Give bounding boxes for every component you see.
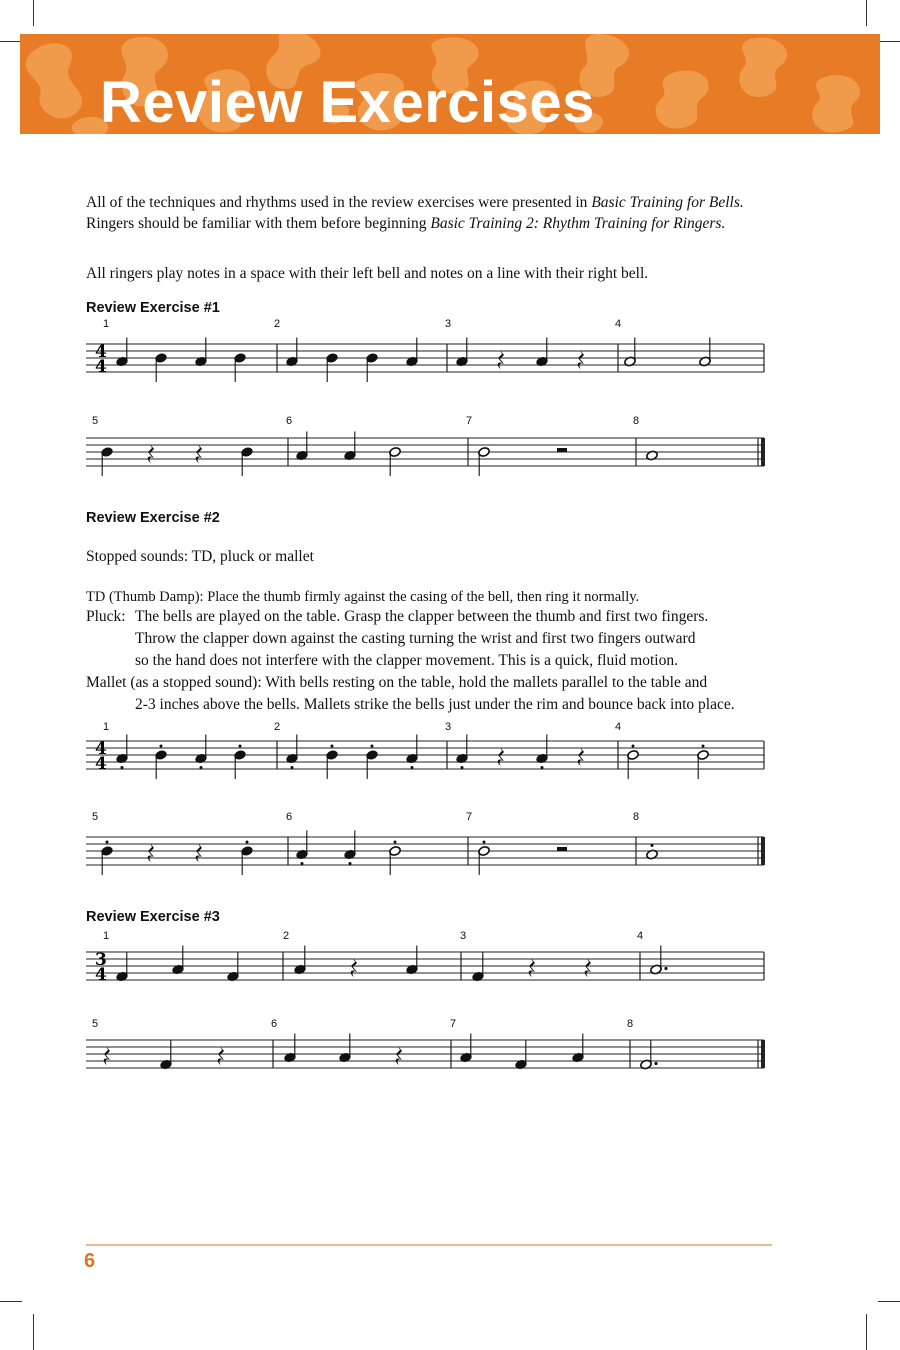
staccato-dot	[121, 766, 124, 769]
measure-number: 5	[92, 1018, 99, 1030]
note-head	[116, 971, 129, 982]
measure-number: 1	[103, 721, 110, 733]
measure-number: 2	[274, 318, 281, 330]
note-head	[241, 846, 254, 857]
time-signature-top: 4	[95, 739, 107, 759]
measure-number: 3	[445, 318, 452, 330]
note-head	[460, 1052, 473, 1063]
note-head	[116, 356, 129, 367]
quarter-rest	[351, 958, 357, 977]
time-signature-bottom: 4	[95, 754, 107, 774]
note-head	[101, 447, 114, 458]
measure-number: 2	[283, 930, 290, 942]
measure-number: 6	[271, 1018, 278, 1030]
intro-text: All of the techniques and rhythms used in the review exercises were presented in	[86, 194, 592, 211]
measure-number: 6	[286, 811, 293, 823]
measure-number: 5	[92, 415, 99, 427]
measure-number: 1	[103, 318, 110, 330]
note-head	[366, 750, 379, 761]
final-barline	[761, 1040, 765, 1068]
staccato-dot	[651, 844, 654, 847]
final-barline	[761, 837, 765, 865]
note-head	[344, 849, 357, 860]
note-head	[241, 447, 254, 458]
pluck-line: The bells are played on the table. Grasp the clapper between the thumb and first two fingers.	[135, 608, 709, 625]
crop-mark	[866, 0, 867, 26]
note-head	[478, 447, 491, 458]
note-head	[339, 1052, 352, 1063]
note-head	[406, 964, 419, 975]
note-head	[627, 750, 640, 761]
mallet-line: 2-3 inches above the bells. Mallets strike the bells just under the rim and bounce back into place.	[135, 696, 735, 713]
exercise-2-heading: Review Exercise #2	[86, 510, 220, 526]
note-head	[572, 1052, 585, 1063]
note-head	[326, 353, 339, 364]
note-head	[472, 971, 485, 982]
note-head	[536, 753, 549, 764]
augmentation-dot	[664, 967, 667, 970]
quarter-rest	[498, 350, 504, 369]
note-head	[155, 750, 168, 761]
note-head	[456, 753, 469, 764]
note-head	[515, 1059, 528, 1070]
note-head	[101, 846, 114, 857]
note-head	[456, 356, 469, 367]
note-head	[646, 450, 659, 461]
note-head	[286, 753, 299, 764]
quarter-rest	[218, 1046, 224, 1065]
note-head	[366, 353, 379, 364]
note-head	[624, 356, 637, 367]
note-head	[344, 450, 357, 461]
note-head	[172, 964, 185, 975]
crop-mark	[33, 0, 34, 26]
pluck-line: Throw the clapper down against the casting turning the wrist and first two fingers outward	[135, 630, 696, 647]
book-title: Basic Training 2: Rhythm Training for Ringers.	[430, 214, 726, 232]
quarter-rest	[104, 1046, 110, 1065]
augmentation-dot	[654, 1062, 657, 1065]
measure-number: 4	[615, 318, 622, 330]
quarter-rest	[529, 958, 535, 977]
ringing-instruction: All ringers play notes in a space with their left bell and notes on a line with their right bell.	[86, 265, 649, 282]
staccato-dot	[200, 766, 203, 769]
staccato-dot	[301, 862, 304, 865]
note-head	[640, 1059, 653, 1070]
time-signature-bottom: 4	[95, 965, 107, 985]
note-head	[697, 750, 710, 761]
measure-number: 7	[450, 1018, 457, 1030]
page-title: Review Exercises	[100, 70, 595, 134]
quarter-rest	[148, 843, 154, 862]
note-head	[478, 846, 491, 857]
half-rest	[557, 847, 567, 851]
final-barline	[761, 438, 765, 466]
note-head	[296, 849, 309, 860]
quarter-rest	[196, 444, 202, 463]
time-signature-bottom: 4	[95, 357, 107, 377]
quarter-rest	[148, 444, 154, 463]
note-head	[234, 353, 247, 364]
staccato-dot	[106, 841, 109, 844]
measure-number: 6	[286, 415, 293, 427]
measure-number: 3	[445, 721, 452, 733]
measure-number: 8	[633, 811, 640, 823]
measure-number: 5	[92, 811, 99, 823]
note-head	[646, 849, 659, 860]
quarter-rest	[585, 958, 591, 977]
staccato-dot	[246, 841, 249, 844]
note-head	[389, 447, 402, 458]
crop-mark	[866, 1314, 867, 1350]
intro-text: Ringers should be familiar with them before beginning	[86, 214, 431, 232]
note-head	[227, 971, 240, 982]
note-head	[296, 450, 309, 461]
staccato-dot	[461, 766, 464, 769]
time-signature-top: 3	[95, 950, 107, 970]
crop-mark	[878, 41, 900, 42]
measure-number: 7	[466, 811, 473, 823]
staccato-dot	[483, 841, 486, 844]
page-number: 6	[84, 1250, 96, 1272]
quarter-rest	[196, 843, 202, 862]
thumb-damp-text: TD (Thumb Damp): Place the thumb firmly against the casing of the bell, then ring it normally.	[86, 589, 640, 605]
measure-number: 1	[103, 930, 110, 942]
mallet-line: Mallet (as a stopped sound): With bells resting on the table, hold the mallets parallel to the table and	[86, 674, 708, 691]
note-head	[234, 750, 247, 761]
time-signature-top: 4	[95, 342, 107, 362]
half-rest	[557, 448, 567, 452]
staccato-dot	[371, 745, 374, 748]
note-head	[195, 356, 208, 367]
measure-number: 7	[466, 415, 473, 427]
quarter-rest	[578, 350, 584, 369]
note-head	[699, 356, 712, 367]
quarter-rest	[396, 1046, 402, 1065]
note-head	[286, 356, 299, 367]
stopped-sounds-text: Stopped sounds: TD, pluck or mallet	[86, 548, 314, 565]
measure-number: 4	[615, 721, 622, 733]
measure-number: 2	[274, 721, 281, 733]
pluck-line: so the hand does not interfere with the clapper movement. This is a quick, fluid motion.	[135, 652, 678, 669]
note-head	[284, 1052, 297, 1063]
note-head	[160, 1059, 173, 1070]
staccato-dot	[411, 766, 414, 769]
note-head	[406, 356, 419, 367]
footer-rule	[86, 1244, 772, 1246]
note-head	[294, 964, 307, 975]
staccato-dot	[291, 766, 294, 769]
note-head	[116, 753, 129, 764]
note-head	[406, 753, 419, 764]
note-head	[195, 753, 208, 764]
crop-mark	[878, 1301, 900, 1302]
staccato-dot	[632, 745, 635, 748]
staccato-dot	[702, 745, 705, 748]
staccato-dot	[541, 766, 544, 769]
book-title: Basic Training for Bells.	[591, 194, 744, 211]
crop-mark	[0, 1301, 22, 1302]
quarter-rest	[498, 747, 504, 766]
intro-paragraph	[86, 193, 786, 234]
pluck-label: Pluck:	[86, 608, 126, 625]
crop-mark	[33, 1314, 34, 1350]
crop-mark	[0, 41, 22, 42]
quarter-rest	[578, 747, 584, 766]
staccato-dot	[331, 745, 334, 748]
measure-number: 3	[460, 930, 467, 942]
exercise-1-heading: Review Exercise #1	[86, 300, 220, 316]
note-head	[650, 964, 663, 975]
staccato-dot	[160, 745, 163, 748]
measure-number: 8	[633, 415, 640, 427]
note-head	[326, 750, 339, 761]
staccato-dot	[394, 841, 397, 844]
note-head	[155, 353, 168, 364]
staccato-dot	[239, 745, 242, 748]
header-banner	[20, 34, 880, 134]
exercise-3-heading: Review Exercise #3	[86, 909, 220, 925]
note-head	[389, 846, 402, 857]
measure-number: 8	[627, 1018, 634, 1030]
measure-number: 4	[637, 930, 644, 942]
note-head	[536, 356, 549, 367]
staccato-dot	[349, 862, 352, 865]
